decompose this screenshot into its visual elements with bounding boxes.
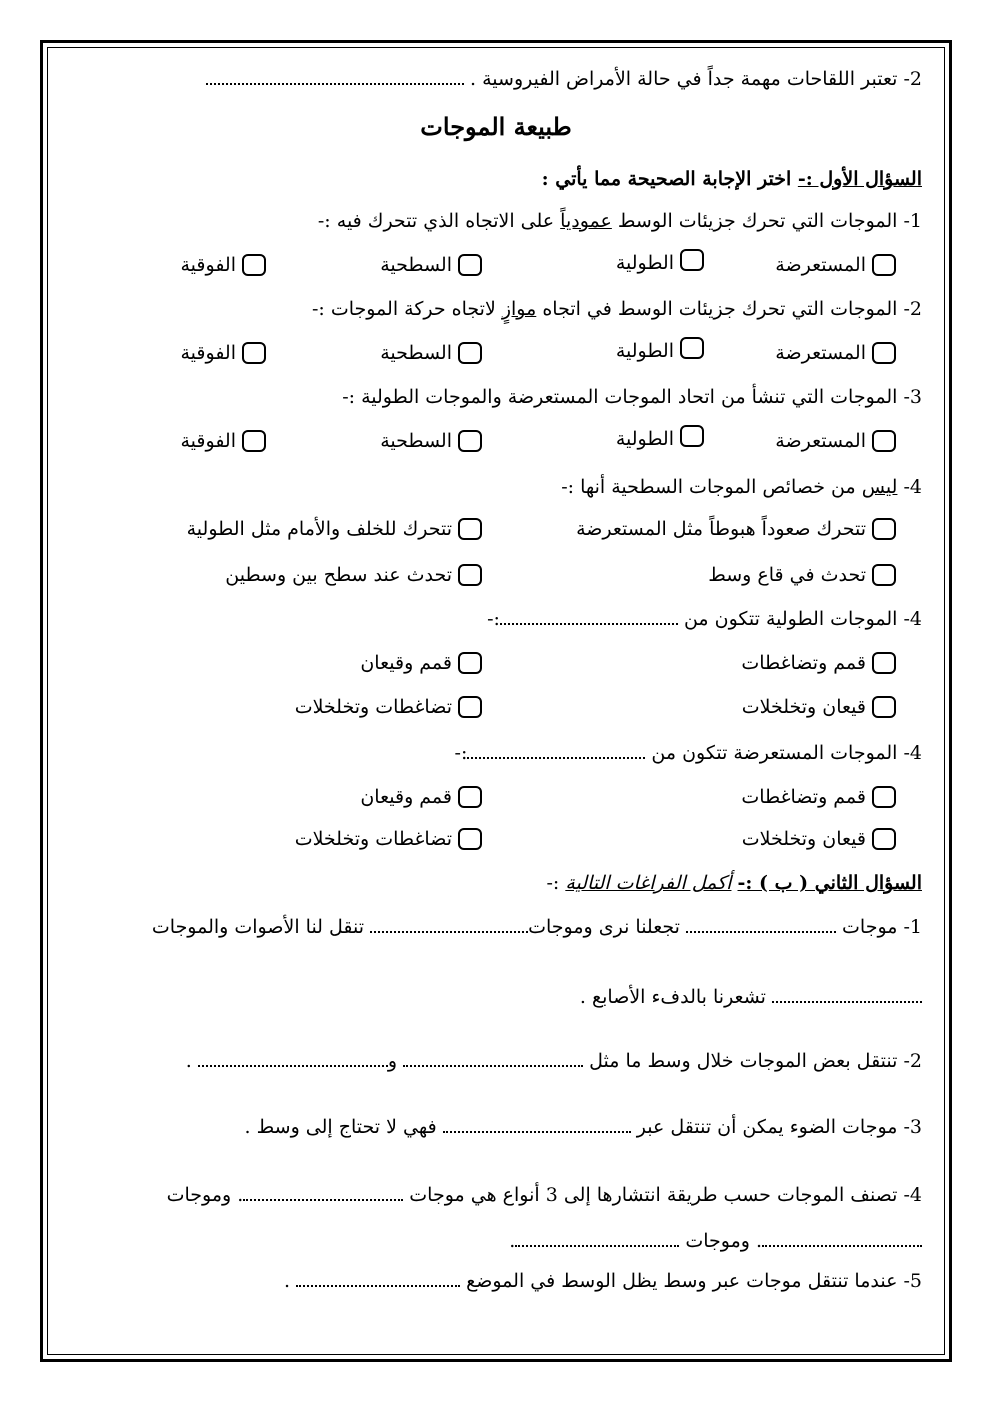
answer-blank[interactable] [296,1273,460,1287]
option-label: الطولية [615,428,674,450]
checkbox[interactable] [872,786,896,808]
option[interactable] [295,826,482,852]
checkbox[interactable] [242,430,266,452]
item-text: فهي لا تحتاج إلى وسط . [244,1116,437,1138]
option-label: السطحية [380,430,452,452]
option-label: الفوقية [180,254,236,276]
answer-blank[interactable] [198,1053,388,1067]
item-keyword: موازٍ [501,298,537,320]
answer-blank[interactable] [467,745,645,759]
answer-blank[interactable] [243,1187,403,1201]
checkbox[interactable] [872,518,896,540]
item-text: 3- موجات الضوء يمكن أن تنتقل عبر [636,1116,922,1138]
answer-blank[interactable] [772,989,922,1003]
q2-heading-line [546,870,922,896]
checkbox[interactable] [458,518,482,540]
q1-item-6 [455,740,922,766]
option[interactable] [360,650,482,676]
item-text: تشعرنا بالدفء الأصابع . [579,986,766,1008]
item-text: 2- تنتقل بعض الموجات خلال وسط ما مثل [589,1050,922,1072]
answer-blank[interactable] [206,71,464,85]
item-text: . [283,1270,291,1292]
checkbox[interactable] [680,425,704,447]
answer-blank[interactable] [515,1233,679,1247]
option[interactable] [708,562,896,588]
option-label: قيعان وتخلخلات [741,828,866,850]
option[interactable] [576,516,896,542]
checkbox[interactable] [458,430,482,452]
option-label: الفوقية [180,342,236,364]
item-text: تجعلنا نرى وموجات [528,916,680,938]
option[interactable] [295,694,482,720]
checkbox[interactable] [872,696,896,718]
checkbox[interactable] [872,430,896,452]
item-text: . وموجات [685,1230,762,1252]
checkbox[interactable] [872,342,896,364]
option-label: قمم وقيعان [360,652,452,674]
q1-item-1 [318,208,922,234]
q2-item-4 [167,1182,922,1208]
option-label: السطحية [380,342,452,364]
answer-blank[interactable] [762,1233,922,1247]
option[interactable] [380,340,482,366]
q2-item-1-cont [580,984,922,1010]
item-text: . [185,1050,192,1072]
q2-item-1 [152,914,922,940]
option-label: الطولية [615,340,674,362]
q2-item-5 [284,1268,922,1294]
option[interactable] [181,428,267,454]
checkbox[interactable] [458,652,482,674]
q2-item-2 [186,1048,922,1074]
option[interactable] [181,340,267,366]
option[interactable] [616,337,704,365]
item-text: . وموجات [166,1184,244,1206]
option[interactable] [616,249,704,277]
option[interactable] [181,252,267,278]
option[interactable] [360,784,482,810]
item-keyword: ليس [861,476,898,498]
checkbox[interactable] [872,254,896,276]
option[interactable] [742,826,896,852]
answer-blank[interactable] [370,919,528,933]
option-label: الطولية [615,252,674,274]
q2-tail: :- [546,872,566,894]
intro-line [206,66,922,92]
answer-blank[interactable] [500,611,678,625]
option[interactable] [187,516,482,542]
item-text: من خصائص الموجات السطحية أنها :- [561,476,862,498]
item-text: 4- الموجات الطولية تتكون من [683,608,922,630]
q1-heading-line [542,166,922,192]
item-text: 2- الموجات التي تحرك جزيئات الوسط في اتجاه [536,298,922,320]
option-label: المستعرضة [775,342,866,364]
item-text: لاتجاه حركة الموجات :- [311,298,502,320]
checkbox[interactable] [458,254,482,276]
item-text: :- [487,608,500,630]
checkbox[interactable] [242,342,266,364]
option-label: تتحرك للخلف والأمام مثل الطولية [186,518,452,540]
option-label: المستعرضة [775,254,866,276]
item-text: و [387,1050,398,1072]
item-text: :- [454,742,468,764]
item-text: تنقل لنا الأصوات والموجات [151,916,365,938]
item-text: 1- موجات [842,916,922,938]
option[interactable] [775,340,896,366]
option-label: تحدث في قاع وسط [708,564,866,586]
q1-item-2 [312,296,922,322]
item-text: 5- عندما تنتقل موجات عبر وسط يظل الوسط في الموضع [466,1270,922,1292]
q2-item-4-cont [509,1228,922,1254]
checkbox[interactable] [458,828,482,850]
item-text: 4- تصنف الموجات حسب طريقة انتشارها إلى 3 أنواع هي موجات [409,1184,922,1206]
checkbox[interactable] [458,696,482,718]
checkbox[interactable] [242,254,266,276]
item-text: 4- [897,476,922,498]
answer-blank[interactable] [443,1119,631,1133]
item-text: 3- الموجات التي تنشأ من اتحاد الموجات المستعرضة والموجات الطولية :- [342,386,922,408]
q1-instruction: اختر الإجابة الصحيحة مما يأتي : [541,168,792,190]
q1-item-4 [561,474,922,500]
checkbox[interactable] [458,342,482,364]
checkbox[interactable] [872,564,896,586]
option-label: تحدث عند سطح بين وسطين [225,564,452,586]
item-text: . [509,1230,516,1252]
option[interactable] [741,784,896,810]
checkbox[interactable] [458,786,482,808]
intro-text: 2- تعتبر اللقاحات مهمة جداً في حالة الأمراض الفيروسية . [470,68,922,90]
checkbox[interactable] [872,828,896,850]
option-label: السطحية [380,254,452,276]
q1-item-5 [487,606,922,632]
option-label: تضاغطات وتخلخلات [294,696,452,718]
option[interactable] [225,562,482,588]
item-text: 4- الموجات المستعرضة تتكون من [651,742,922,764]
q1-heading: السؤال الأول :- [797,168,922,190]
answer-blank[interactable] [686,919,836,933]
option-label: قمم وتضاغطات [741,786,866,808]
option-label: قمم وتضاغطات [741,652,866,674]
option[interactable] [616,425,704,453]
option[interactable] [380,252,482,278]
option[interactable] [775,428,896,454]
option-label: قمم وقيعان [360,786,452,808]
q2-item-3 [245,1114,922,1140]
checkbox[interactable] [872,652,896,674]
q1-item-3 [342,384,922,410]
option-label: تضاغطات وتخلخلات [294,828,452,850]
option[interactable] [775,252,896,278]
item-text: 1- الموجات التي تحرك جزيئات الوسط [611,210,922,232]
checkbox[interactable] [680,249,704,271]
page-title: طبيعة الموجات [420,112,572,141]
item-keyword: عمودياً [560,210,612,232]
answer-blank[interactable] [403,1053,583,1067]
option[interactable] [741,650,896,676]
option-label: الفوقية [180,430,236,452]
q2-instruction: أكمل الفراغات التالية [565,872,732,894]
option[interactable] [380,428,482,454]
option-label: المستعرضة [775,430,866,452]
option-label: تتحرك صعوداً هبوطاً مثل المستعرضة [576,518,866,540]
item-text: على الاتجاه الذي تتحرك فيه :- [317,210,561,232]
option-label: قيعان وتخلخلات [741,696,866,718]
option[interactable] [742,694,896,720]
q2-heading: السؤال الثاني ( ب ) :- [737,872,922,894]
checkbox[interactable] [458,564,482,586]
checkbox[interactable] [680,337,704,359]
